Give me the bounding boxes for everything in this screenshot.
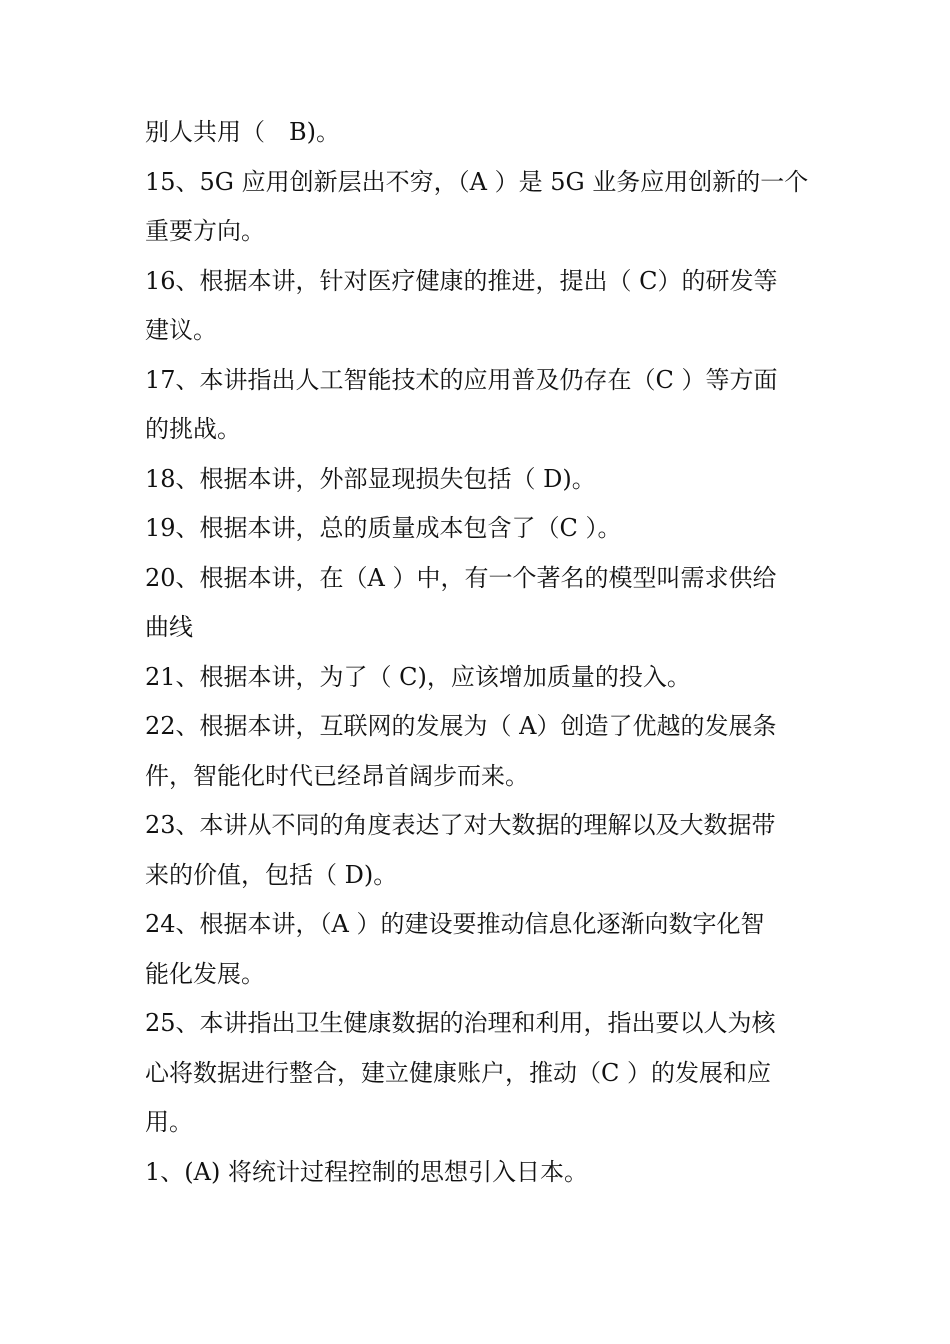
text-line: 24、根据本讲，（A ）的建设要推动信息化逐渐向数字化智 (145, 910, 765, 938)
text-line: 用。 (145, 1108, 193, 1136)
question-25 (145, 999, 815, 1148)
question-20 (145, 554, 815, 653)
text-line: 18、根据本讲，外部显现损失包括（ D)。 (145, 464, 596, 493)
text-line: 19、根据本讲，总的质量成本包含了（C ）。 (145, 514, 622, 542)
question-21 (145, 653, 815, 703)
question-23 (145, 801, 815, 900)
text-line: 25、本讲指出卫生健康数据的治理和利用，指出要以人为核 (145, 1009, 776, 1037)
text-line: 1、(A) 将统计过程控制的思想引入日本。 (145, 1157, 588, 1186)
text-line: 20、根据本讲，在（A ）中，有一个著名的模型叫需求供给 (145, 563, 777, 592)
question-17 (145, 356, 815, 455)
text-line: 23、本讲从不同的角度表达了对大数据的理解以及大数据带 (145, 811, 776, 839)
question-24 (145, 900, 815, 999)
question-1 (145, 1148, 815, 1198)
question-19 (145, 504, 815, 554)
text-line: 件，智能化时代已经昂首阔步而来。 (145, 761, 529, 790)
text-line: 15、5G 应用创新层出不穷，（A ）是 5G 业务应用创新的一个 (145, 167, 809, 196)
paragraph-shared-answer (145, 108, 815, 158)
text-line: 22、根据本讲，互联网的发展为（ A）创造了优越的发展条 (145, 712, 777, 740)
text-line: 来的价值，包括（ D)。 (145, 860, 398, 889)
question-18 (145, 455, 815, 505)
document-body (145, 108, 815, 1197)
question-16 (145, 257, 815, 356)
text-line: 心将数据进行整合，建立健康账户，推动（C ）的发展和应 (145, 1058, 771, 1087)
text-line: 21、根据本讲，为了（ C)，应该增加质量的投入。 (145, 662, 691, 691)
text-line: 16、根据本讲，针对医疗健康的推进，提出（ C）的研发等 (145, 266, 778, 295)
text-line: 的挑战。 (145, 415, 241, 443)
text-line: 曲线 (145, 613, 193, 641)
text-line: 建议。 (145, 316, 217, 344)
text-line: 能化发展。 (145, 959, 265, 988)
question-22 (145, 702, 815, 801)
text-line: 别人共用（ B)。 (145, 118, 340, 146)
question-15 (145, 158, 815, 257)
text-line: 17、本讲指出人工智能技术的应用普及仍存在（C ）等方面 (145, 365, 778, 394)
text-line: 重要方向。 (145, 217, 265, 245)
